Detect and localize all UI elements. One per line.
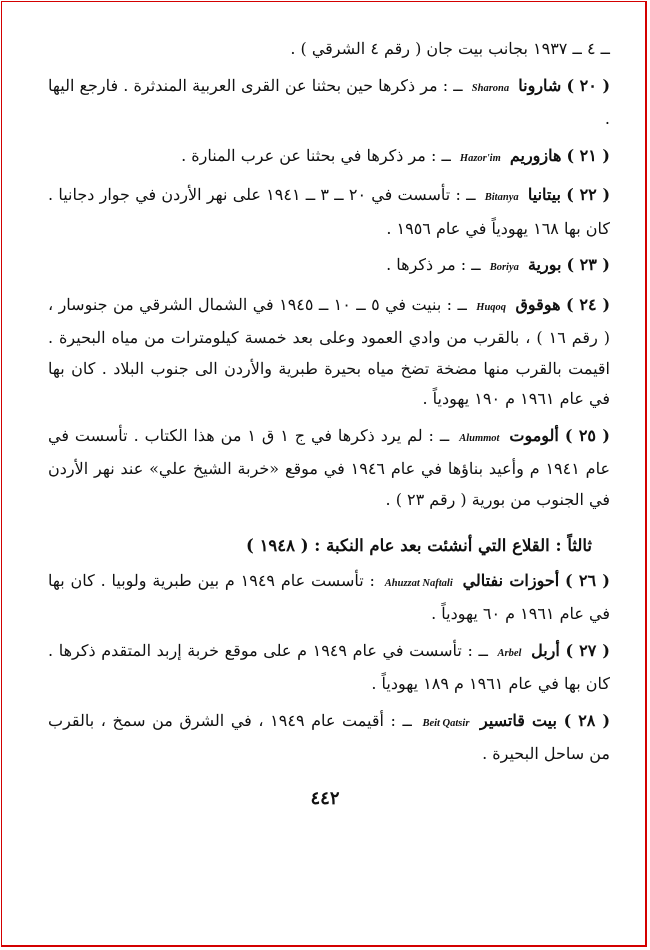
intro-line: ــ ٤ ــ ١٩٣٧ بجانب بيت جان ( رقم ٤ الشرقي ) . — [290, 39, 610, 58]
entry-text: ــ : تأسست في ٢٠ ــ ٣ ــ ١٩٤١ على نهر الأردن في جوار دجانيا . كان بها ١٦٨ يهودياً في عام ١٩٥٦ . — [48, 185, 610, 238]
entry-number: ( ٢٨ ) — [563, 710, 611, 730]
entry-latin-name: Boriya — [489, 262, 519, 273]
entry-name: بيت قاتسير — [480, 710, 557, 730]
entry-name: بيتانيا — [527, 185, 561, 204]
entry-name: أحوزات نفتالي — [462, 570, 560, 590]
entry-number: ( ٢٠ ) — [566, 75, 611, 95]
entry-latin-name: Sharona — [471, 82, 510, 94]
entry-number: ( ٢١ ) — [566, 145, 610, 165]
entry-text: : تأسست عام ١٩٤٩ م بين طبرية ولوبيا . كان بها في عام ١٩٦١ م ٦٠ يهودياً . — [48, 570, 610, 623]
entry — [48, 290, 610, 415]
entry-latin-name: Hazor'im — [459, 152, 501, 164]
section-heading: ثالثاً : القلاع التي أنشئت بعد عام النكبة : ( ١٩٤٨ ) — [246, 536, 592, 555]
page-number: ٤٤٢ — [310, 788, 340, 809]
entry-text: ــ : لم يرد ذكرها في ج ١ ق ١ من هذا الكتاب . تأسست في عام ١٩٤١ م وأعيد بناؤها في عام ١٩٤٦ في موقع «خربة الشيخ علي» عند نهر الأردن في الجنوب من بورية ( رقم ٢٣ ) . — [48, 425, 611, 509]
entry-number: ( ٢٦ ) — [565, 570, 610, 590]
entries-list-part1 — [48, 71, 610, 516]
entry-name: ألوموت — [509, 425, 559, 445]
entry-latin-name: Bitanya — [484, 192, 519, 203]
entry-number: ( ٢٧ ) — [565, 640, 611, 660]
entry-number: ( ٢٥ ) — [564, 425, 610, 445]
entry — [48, 141, 610, 175]
entry-name: أربل — [531, 640, 560, 660]
entry-text: ــ : تأسست في عام ١٩٤٩ م على موقع خربة إربد المتقدم ذكرها . كان بها في عام ١٩٦١ م ١٨٩ يهودياً . — [48, 640, 610, 693]
entry-text: ــ : بنيت في ٥ ــ ١٠ ــ ١٩٤٥ في الشمال الشرقي من جنوسار ، ( رقم ١٦ ) ، بالقرب من وادي العمود وعلى بعد خمسة كيلومترات من مياه البحيرة . اقيمت بالقرب منها مضخة تضخ مياه بحيرة طبرية والأردن الى جنوب البلاد . كان بها في عام ١٩٦١ م ١٩٠ يهودياً . — [48, 294, 611, 408]
entry-latin-name: Huqoq — [476, 301, 507, 313]
entry-number: ( ٢٣ ) — [566, 255, 610, 274]
entry-number: ( ٢٢ ) — [566, 185, 611, 204]
entry — [48, 180, 610, 244]
entries-list-part2 — [48, 566, 610, 770]
entry — [48, 421, 610, 516]
entry-name: هوقوق — [515, 294, 561, 314]
entry — [48, 636, 610, 700]
entry — [48, 566, 610, 630]
entry-text: ــ : مر ذكرها . — [386, 255, 481, 274]
entry-name: شارونا — [518, 75, 562, 95]
entry-latin-name: Alummot — [459, 432, 500, 444]
entry — [48, 706, 610, 770]
entry-latin-name: Beit Qatsir — [422, 717, 470, 729]
entry-text: ــ : أقيمت عام ١٩٤٩ ، في الشرق من سمخ ، بالقرب من ساحل البحيرة . — [48, 710, 610, 763]
entry-name: هازوريم — [509, 145, 562, 165]
entry-text: ــ : مر ذكرها في بحثنا عن عرب المنارة . — [181, 145, 451, 165]
entry-latin-name: Arbel — [497, 647, 522, 659]
entry-latin-name: Ahuzzat Naftali — [384, 577, 453, 589]
entry — [48, 250, 610, 284]
entry-number: ( ٢٤ ) — [565, 294, 611, 314]
entry-text: ــ : مر ذكرها حين بحثنا عن القرى العربية المندثرة . فارجع اليها . — [48, 75, 610, 128]
entry-name: بورية — [527, 255, 562, 274]
document-page — [48, 34, 610, 776]
entry — [48, 71, 610, 135]
